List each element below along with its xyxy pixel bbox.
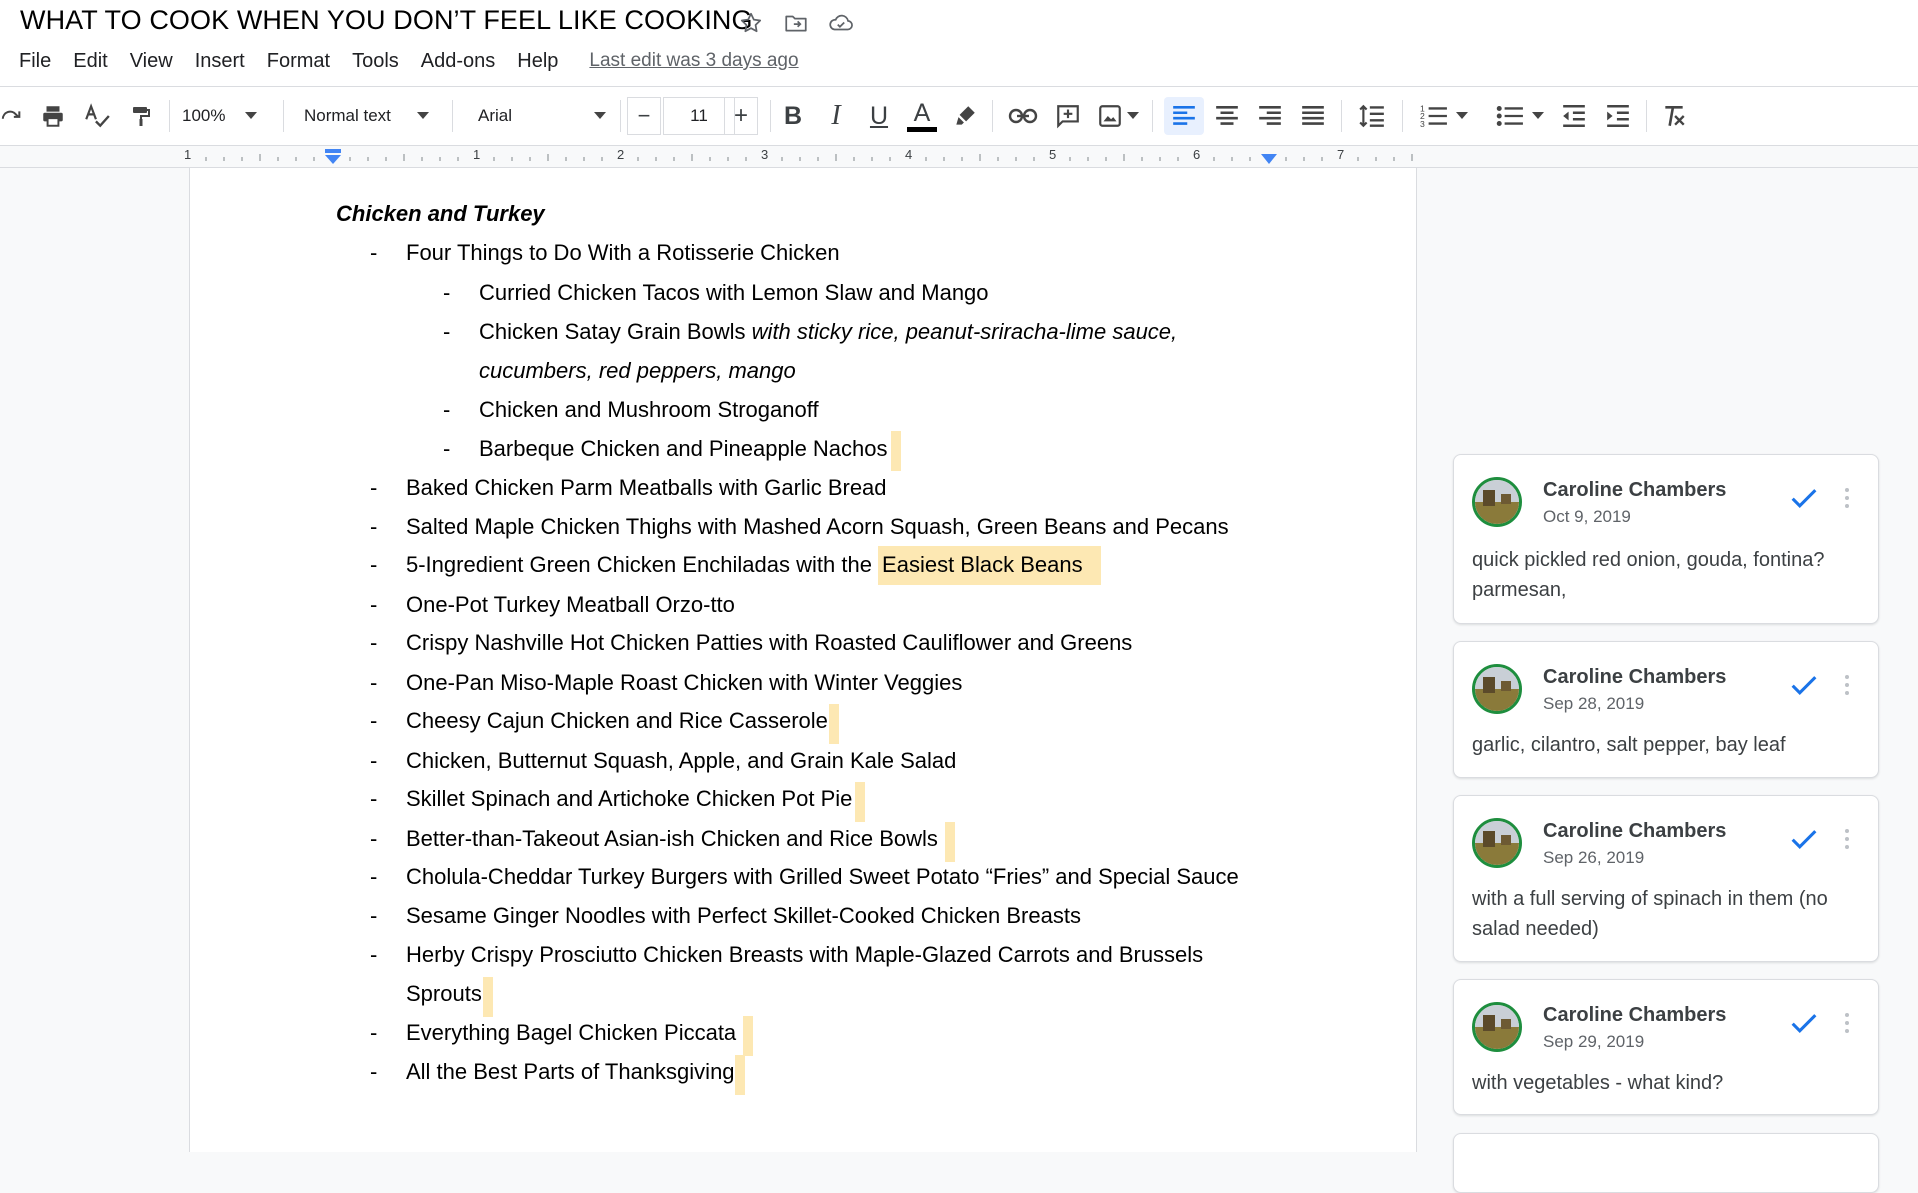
list-item: All the Best Parts of Thanksgiving [406,1059,735,1084]
list-item: Cholula-Cheddar Turkey Burgers with Grilled Sweet Potato “Fries” and Special Sauce [406,864,1239,889]
comment-text: quick pickled red onion, gouda, fontina? parmesan, [1472,549,1825,601]
section-heading: Chicken and Turkey [336,201,545,226]
list-item: Chicken and Mushroom Stroganoff [479,397,819,422]
last-edit-link[interactable]: Last edit was 3 days ago [589,50,799,71]
text-color-swatch [907,127,937,132]
comment-text: garlic, cilantro, salt pepper, bay leaf [1472,734,1786,756]
bold-button[interactable] [775,97,811,135]
menu-bar [8,46,799,76]
comment-highlight[interactable] [829,704,839,744]
list-dash: - [370,592,378,617]
resolve-check-icon[interactable] [1787,822,1821,856]
list-item: Cheesy Cajun Chicken and Rice Casserole [406,708,828,733]
chevron-down-icon [1456,112,1468,120]
more-options-icon[interactable] [1839,1006,1855,1040]
cloud-saved-icon[interactable] [826,8,856,38]
list-dash: - [370,708,378,733]
toolbar-divider [1402,100,1403,132]
zoom-value: 100% [182,106,226,125]
comment-highlight[interactable] [855,782,865,822]
list-dash: - [370,864,378,889]
menu-view[interactable]: View [129,49,173,72]
list-item: Herby Crispy Prosciutto Chicken Breasts with Maple-Glazed Carrots and Brussels [406,942,1204,967]
list-item: Skillet Spinach and Artichoke Chicken Pot Pie [406,786,853,811]
list-dash: - [370,514,378,539]
ruler-label: 6 [1193,147,1201,162]
chevron-down-icon [1127,112,1139,120]
comment-date: Sep 28, 2019 [1543,694,1645,713]
ruler-label: 5 [1049,147,1057,162]
ruler-label: 1 [184,147,192,162]
plus-icon: + [733,102,748,129]
item-title: Chicken Satay Grain Bowls [479,319,752,344]
more-options-icon[interactable] [1839,481,1855,515]
chevron-down-icon [417,112,429,120]
print-icon[interactable] [36,97,70,135]
toolbar-divider [169,100,170,132]
move-to-folder-icon[interactable] [781,8,811,38]
list-item: Curried Chicken Tacos with Lemon Slaw and Mango [479,280,989,305]
list-item: Four Things to Do With a Rotisserie Chicken [406,240,840,265]
chevron-down-icon [245,112,257,120]
chevron-down-icon [594,112,606,120]
menu-format[interactable]: Format [266,49,331,72]
highlight-color-icon[interactable] [947,97,983,135]
increase-indent-icon[interactable] [1600,97,1636,135]
comment-text: with a full serving of spinach in them (no salad needed) [1472,888,1828,940]
menu-help[interactable]: Help [517,49,559,72]
item-detail: with sticky rice, peanut-sriracha-lime sauce, [751,319,1178,344]
list-item: Everything Bagel Chicken Piccata [406,1020,737,1045]
bold-icon: B [783,101,803,130]
list-dash: - [443,397,451,422]
list-item [479,319,1177,345]
font-value: Arial [478,106,513,125]
paragraph-style-value: Normal text [304,106,391,125]
item-title: 5-Ingredient Green Chicken Enchiladas with the [406,552,879,577]
align-left-icon[interactable] [1164,97,1204,135]
toolbar-divider [770,100,771,132]
comment-card[interactable] [1453,1133,1879,1193]
list-dash: - [370,903,378,928]
comment-author: Caroline Chambers [1543,666,1727,688]
comment-date: Sep 26, 2019 [1543,848,1645,867]
toolbar-divider [992,100,993,132]
toolbar-divider [1646,100,1647,132]
paragraph-style-select[interactable] [296,97,448,135]
paint-format-icon[interactable] [124,97,158,135]
minus-icon: − [637,103,651,128]
star-icon[interactable] [736,8,766,38]
add-comment-icon[interactable] [1050,97,1086,135]
list-dash: - [370,552,378,577]
list-item: Better-than-Takeout Asian-ish Chicken and Rice Bowls [406,826,938,851]
comment-author: Caroline Chambers [1543,479,1727,501]
list-item: Chicken, Butternut Squash, Apple, and Grain Kale Salad [406,748,957,773]
resolve-check-icon[interactable] [1787,668,1821,702]
ruler[interactable] [0,146,1918,168]
ruler-label: 3 [761,147,769,162]
comment-highlight[interactable] [743,1016,753,1056]
list-item: Barbeque Chicken and Pineapple Nachos [479,436,888,461]
underline-button[interactable] [861,97,897,135]
menu-tools[interactable]: Tools [352,49,399,72]
comment-highlight[interactable] [891,431,901,471]
toolbar [0,86,1918,146]
list-dash: - [370,826,378,851]
comment-highlight[interactable] [735,1055,745,1095]
document-page[interactable] [189,168,1417,1152]
toolbar-divider [452,100,453,132]
ruler-label: 7 [1337,147,1345,162]
list-dash: - [443,319,451,344]
list-item [406,552,1101,578]
decrease-indent-icon[interactable] [1556,97,1592,135]
list-dash: - [370,670,378,695]
resolve-check-icon[interactable] [1787,481,1821,515]
avatar [1472,818,1522,868]
list-dash: - [370,1059,378,1084]
list-item: Baked Chicken Parm Meatballs with Garlic Bread [406,475,887,500]
numbered-list-icon[interactable] [1414,97,1474,135]
resolve-check-icon[interactable] [1787,1006,1821,1040]
comment-card[interactable] [1453,641,1879,778]
more-options-icon[interactable] [1839,668,1855,702]
comment-text: with vegetables - what kind? [1472,1072,1724,1094]
menu-addons[interactable]: Add-ons [420,49,496,72]
document-title[interactable]: WHAT TO COOK WHEN YOU DON’T FEEL LIKE COOKING [20,5,753,35]
redo-icon[interactable] [0,97,24,135]
avatar [1472,664,1522,714]
avatar [1472,477,1522,527]
toolbar-divider [1341,100,1342,132]
comment-highlight[interactable] [483,977,493,1017]
align-center-icon[interactable] [1209,97,1245,135]
svg-text:2: 2 [1420,111,1425,122]
comment-card[interactable] [1453,454,1879,624]
list-dash: - [370,240,378,265]
text-color-icon: A [913,98,931,127]
comment-date: Oct 9, 2019 [1543,507,1631,526]
list-dash: - [370,786,378,811]
justify-icon[interactable] [1295,97,1331,135]
spellcheck-icon[interactable] [80,97,114,135]
list-dash: - [370,1020,378,1045]
list-dash: - [443,280,451,305]
list-dash: - [370,942,378,967]
list-item: Crispy Nashville Hot Chicken Patties with Roasted Cauliflower and Greens [406,630,1133,655]
bulleted-list-icon[interactable] [1490,97,1550,135]
ruler-label: 2 [617,147,625,162]
list-dash: - [370,630,378,655]
list-item-continuation: Sprouts [406,981,482,1006]
comment-author: Caroline Chambers [1543,820,1727,842]
insert-image-icon[interactable] [1092,97,1144,135]
toolbar-divider [620,100,621,132]
svg-text:3: 3 [1420,118,1425,129]
list-dash: - [370,475,378,500]
right-indent-marker-icon[interactable] [1261,154,1277,166]
toolbar-divider [1152,100,1153,132]
line-spacing-icon[interactable] [1352,97,1392,135]
menu-file[interactable]: File [19,49,52,72]
indent-marker-icon[interactable] [324,148,342,166]
chevron-down-icon [1532,112,1544,120]
menu-insert[interactable]: Insert [194,49,245,72]
decrease-font-size-button[interactable] [627,97,661,135]
comment-card[interactable] [1453,979,1879,1115]
list-dash: - [370,748,378,773]
ruler-label: 4 [905,147,913,162]
zoom-select[interactable] [182,97,272,135]
clear-formatting-icon[interactable] [1656,97,1692,135]
ruler-ticks [0,146,1918,168]
toolbar-divider [283,100,284,132]
list-item-continuation: cucumbers, red peppers, mango [479,358,796,383]
font-size-value: 11 [690,106,708,125]
ruler-label: 1 [473,147,481,162]
list-item: One-Pot Turkey Meatball Orzo-tto [406,592,735,617]
svg-text:1: 1 [1420,103,1425,114]
list-item: Sesame Ginger Noodles with Perfect Skillet-Cooked Chicken Breasts [406,903,1081,928]
italic-button[interactable] [818,97,854,135]
avatar [1472,1002,1522,1052]
increase-font-size-button[interactable] [724,97,758,135]
comment-date: Sep 29, 2019 [1543,1032,1645,1051]
comment-author: Caroline Chambers [1543,1004,1727,1026]
list-item: Salted Maple Chicken Thighs with Mashed Acorn Squash, Green Beans and Pecans [406,514,1229,539]
doc-header [0,0,1918,86]
insert-link-icon[interactable] [1003,97,1043,135]
text-color-button[interactable] [904,97,940,135]
font-select[interactable] [466,97,628,135]
comment-card[interactable] [1453,795,1879,962]
align-right-icon[interactable] [1252,97,1288,135]
highlighted-link-text[interactable]: Easiest Black Beans [878,546,1101,585]
italic-icon: I [831,100,841,131]
list-item: One-Pan Miso-Maple Roast Chicken with Winter Veggies [406,670,963,695]
list-dash: - [443,436,451,461]
menu-edit[interactable]: Edit [73,49,108,72]
underline-icon: U [869,101,889,130]
more-options-icon[interactable] [1839,822,1855,856]
comment-highlight[interactable] [945,822,955,862]
